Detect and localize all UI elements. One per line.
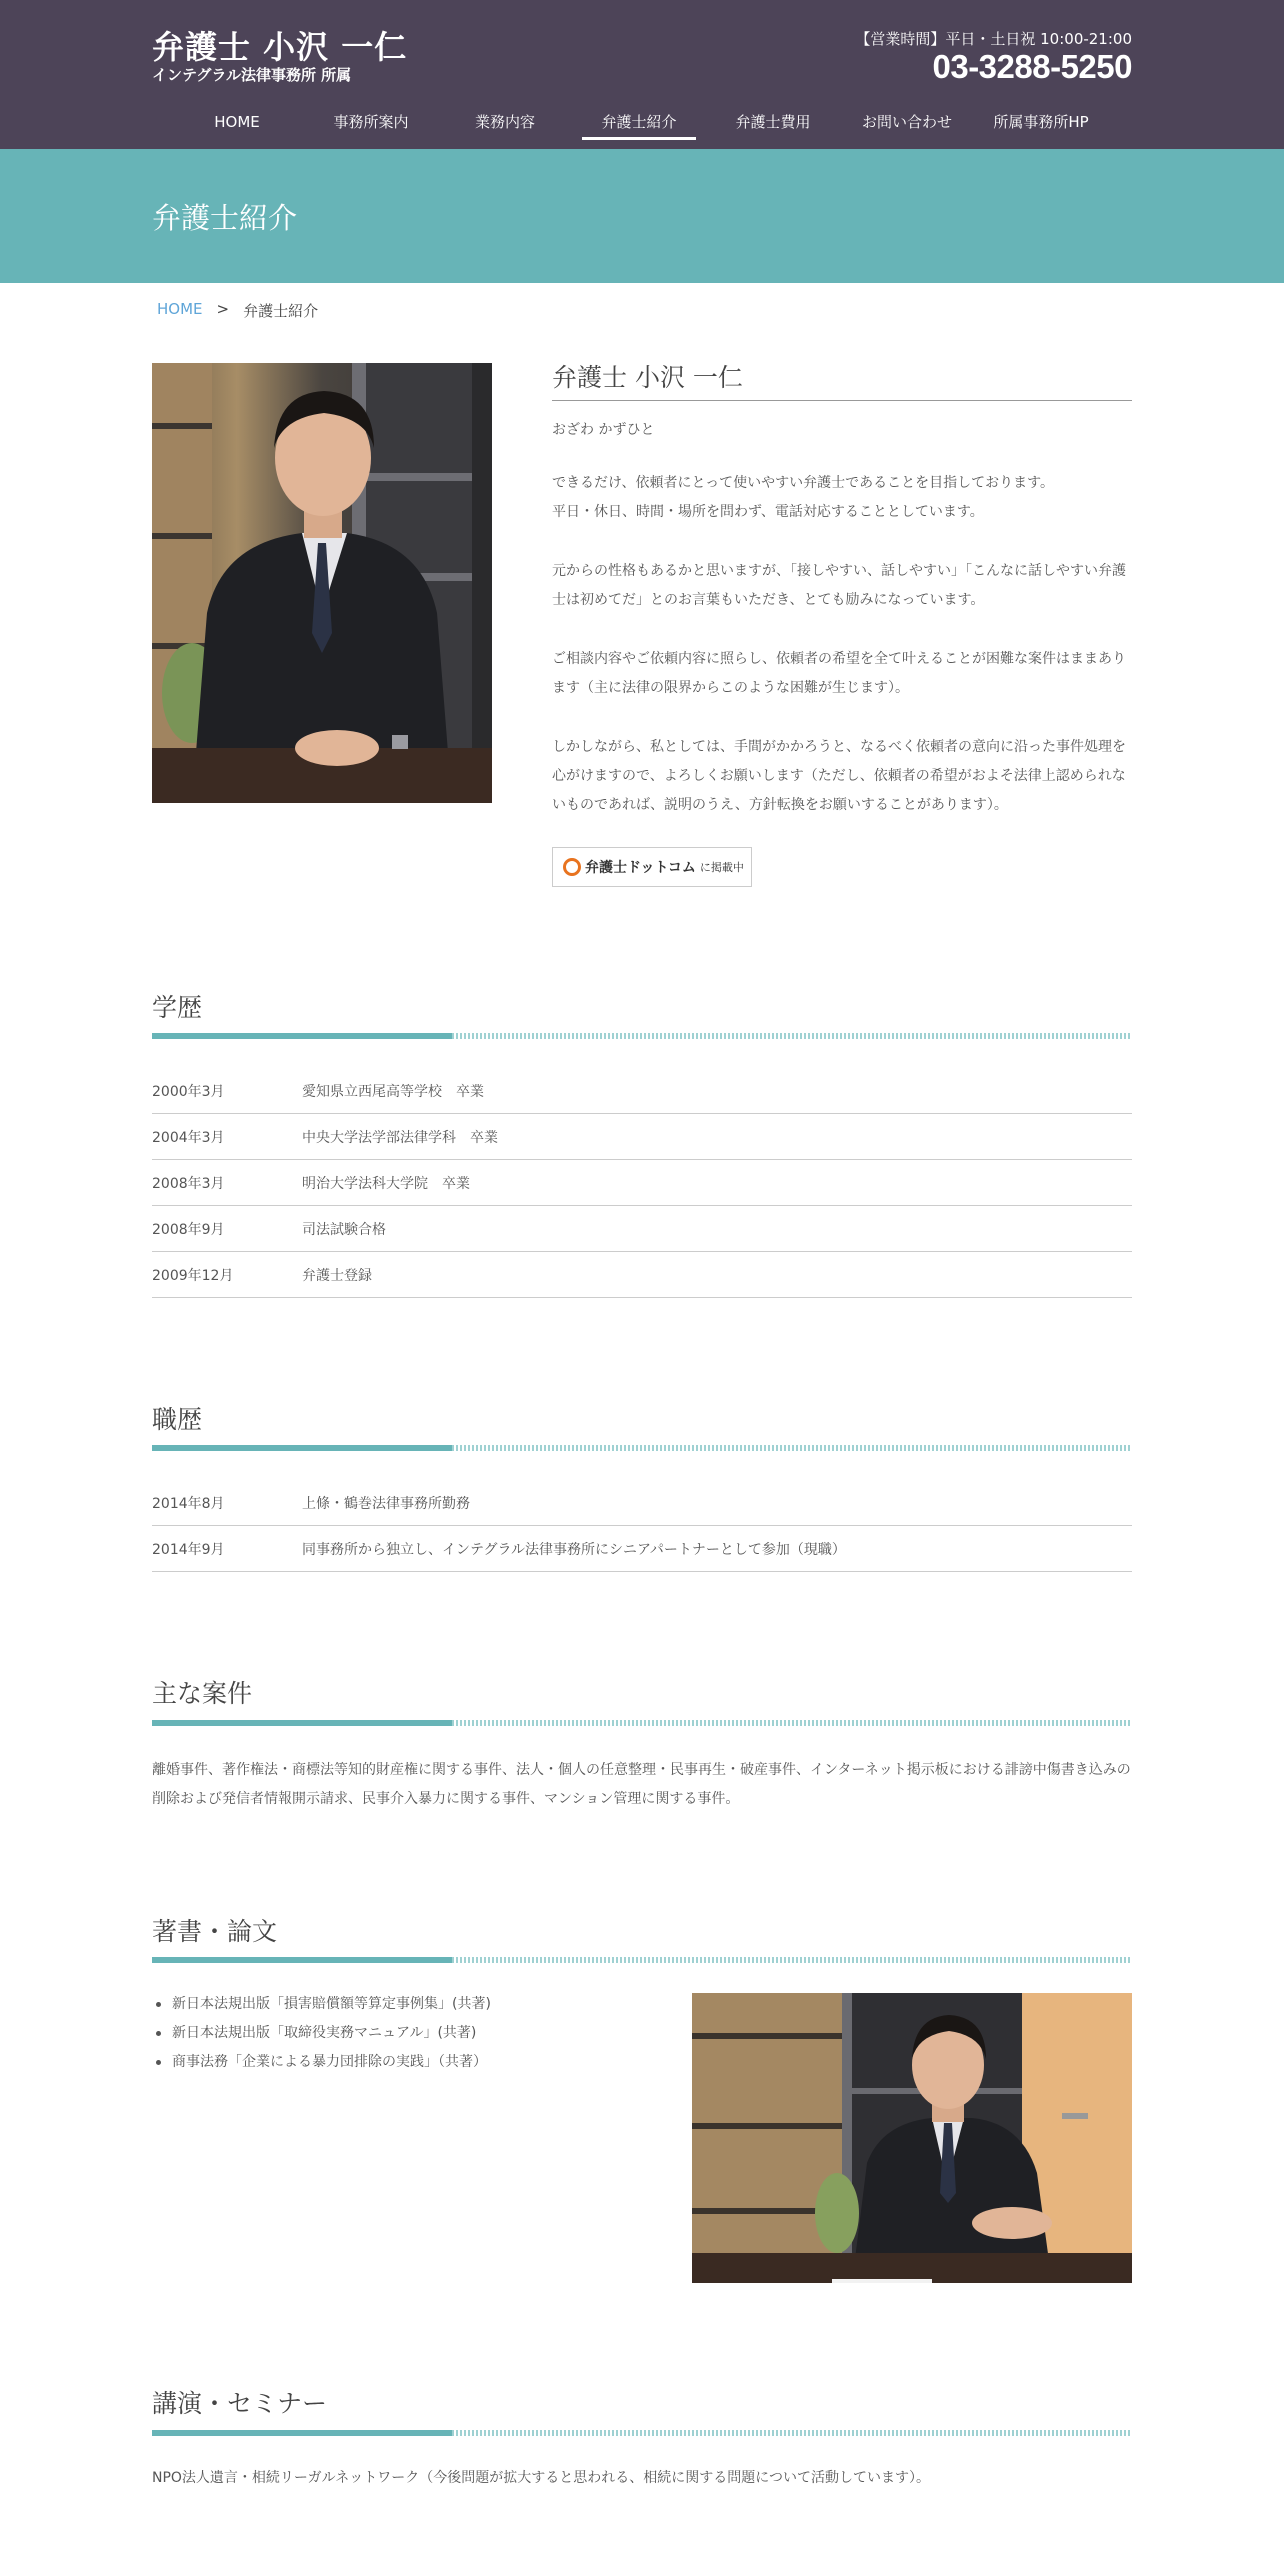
breadcrumb-home-link[interactable]: HOME — [157, 300, 203, 318]
nav-contact[interactable]: お問い合わせ — [861, 113, 952, 131]
history-desc: 司法試験合格 — [302, 1221, 386, 1238]
profile-paragraph — [552, 469, 1132, 527]
publications-list — [152, 1990, 652, 2077]
career-table — [152, 1480, 1132, 1572]
nav-services[interactable]: 業務内容 — [474, 113, 535, 131]
career-divider — [152, 1445, 1132, 1451]
history-desc: 明治大学法科大学院 卒業 — [302, 1175, 470, 1192]
seminars-text: NPO法人遺言・相続リーガルネットワーク（今後問題が拡大すると思われる、相続に関する問題について活動しています）。 — [152, 2470, 930, 2486]
cases-divider — [152, 1720, 1132, 1726]
table-row — [152, 1206, 1132, 1252]
list-item: 新日本法規出版「取締役実務マニュアル」(共著) — [152, 2019, 652, 2048]
history-date: 2008年3月 — [152, 1175, 225, 1192]
badge-main-text: 弁護士ドットコム — [585, 860, 696, 876]
breadcrumb-current: 弁護士紹介 — [243, 302, 319, 320]
profile-para-line: 平日・休日、時間・場所を問わず、電話対応することとしています。 — [552, 504, 984, 520]
badge-small-text: に掲載中 — [699, 861, 744, 874]
education-table — [152, 1068, 1132, 1298]
nav-home[interactable]: HOME — [214, 113, 260, 131]
table-row — [152, 1114, 1132, 1160]
table-row — [152, 1526, 1132, 1572]
history-desc: 愛知県立西尾高等学校 卒業 — [302, 1083, 484, 1100]
page-title-band — [0, 149, 1284, 283]
lawyer-portrait-photo — [152, 363, 492, 803]
site-logo-subtitle: インテグラル法律事務所 所属 — [152, 66, 352, 84]
profile-paragraph: 元からの性格もあるかと思いますが、「接しやすい、話しやすい」「こんなに話しやすい弁護士は初めてだ」とのお言葉もいただき、とても励みになっています。 — [552, 563, 1126, 608]
education-title: 学歴 — [152, 993, 203, 1022]
table-row — [152, 1068, 1132, 1114]
lawyer-name: 弁護士 小沢 一仁 — [552, 358, 1132, 401]
lawyer-meeting-photo — [692, 1993, 1132, 2283]
history-date: 2014年9月 — [152, 1541, 225, 1558]
history-date: 2004年3月 — [152, 1129, 225, 1146]
breadcrumb-separator: > — [216, 300, 230, 318]
nav-lawyer-intro[interactable]: 弁護士紹介 — [572, 108, 706, 138]
business-hours: 【営業時間】平日・土日祝 10:00-21:00 — [855, 30, 1132, 48]
publications-title: 著書・論文 — [152, 1917, 278, 1946]
bengoshi-logo-icon — [563, 858, 581, 876]
profile-paragraph: ご相談内容やご依頼内容に照らし、依頼者の希望を全て叶えることが困難な案件はままあります（主に法律の限界からこのような困難が生じます）。 — [552, 651, 1126, 696]
breadcrumb — [157, 300, 318, 321]
table-row — [152, 1252, 1132, 1298]
profile-para-line: できるだけ、依頼者にとって使いやすい弁護士であることを目指しております。 — [552, 475, 1055, 491]
nav-fees[interactable]: 弁護士費用 — [735, 113, 811, 131]
profile-paragraph: しかしながら、私としては、手間がかかろうと、なるべく依頼者の意向に沿った事件処理を心がけますので、よろしくお願いします（ただし、依頼者の希望がおよそ法律上認められないものであれば、説明のうえ、方針転換をお願いすることがあります）。 — [552, 739, 1126, 813]
nav-office[interactable]: 事務所案内 — [333, 113, 409, 131]
career-title: 職歴 — [152, 1405, 203, 1434]
history-desc: 中央大学法学部法律学科 卒業 — [302, 1129, 498, 1146]
list-item: 商事法務「企業による暴力団排除の実践」（共著） — [152, 2048, 652, 2077]
lawyer-name-reading: おざわ かずひと — [552, 422, 655, 438]
publications-divider — [152, 1957, 1132, 1963]
table-row — [152, 1160, 1132, 1206]
seminars-divider — [152, 2430, 1132, 2436]
site-logo-title[interactable]: 弁護士 小沢 一仁 — [152, 28, 408, 66]
table-row — [152, 1480, 1132, 1526]
profile-section — [552, 358, 1132, 820]
site-header — [0, 0, 1284, 149]
cases-title: 主な案件 — [152, 1679, 253, 1708]
history-desc: 弁護士登録 — [302, 1267, 372, 1284]
list-item: 新日本法規出版「損害賠償額等算定事例集」(共著) — [152, 1990, 652, 2019]
bengoshi-dotcom-badge[interactable] — [552, 847, 752, 887]
phone-number[interactable]: 03-3288-5250 — [932, 48, 1132, 85]
nav-firm-site[interactable]: 所属事務所HP — [993, 113, 1089, 131]
history-date: 2014年8月 — [152, 1495, 225, 1512]
history-desc: 同事務所から独立し、インテグラル法律事務所にシニアパートナーとして参加（現職） — [302, 1541, 846, 1558]
page-title: 弁護士紹介 — [152, 201, 298, 235]
seminars-title: 講演・セミナー — [152, 2389, 328, 2418]
cases-text: 離婚事件、著作権法・商標法等知的財産権に関する事件、法人・個人の任意整理・民事再生・破産事件、インターネット掲示板における誹謗中傷書き込みの削除および発信者情報開示請求、民事介入暴力に関する事件、マンション管理に関する事件。 — [152, 1762, 1131, 1807]
education-divider — [152, 1033, 1132, 1039]
history-date: 2009年12月 — [152, 1267, 234, 1284]
history-desc: 上條・鶴巻法律事務所勤務 — [302, 1495, 470, 1512]
main-nav — [170, 108, 1130, 138]
history-date: 2000年3月 — [152, 1083, 225, 1100]
history-date: 2008年9月 — [152, 1221, 225, 1238]
